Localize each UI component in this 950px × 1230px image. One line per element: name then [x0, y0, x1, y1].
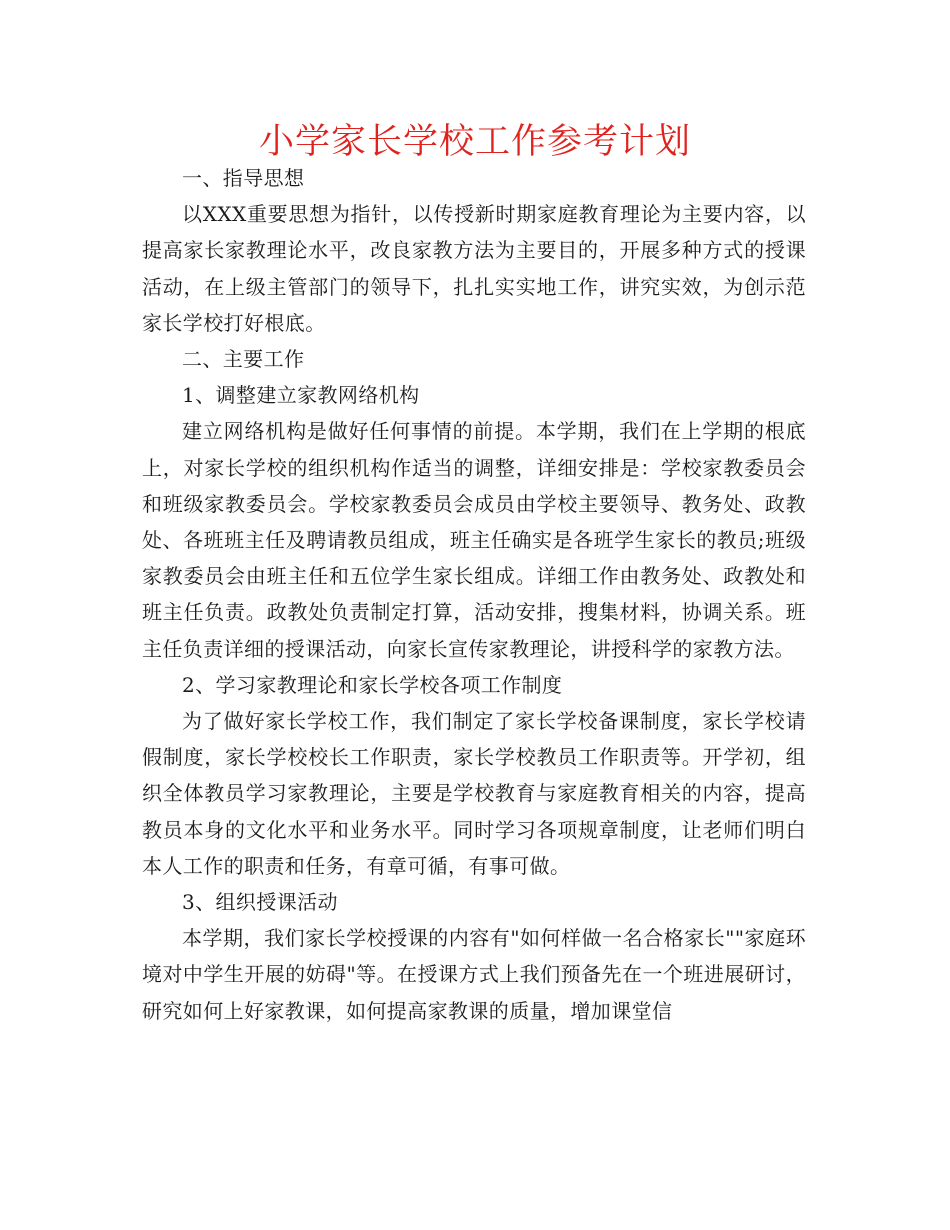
document-body — [142, 160, 806, 1029]
paragraph-study-theory: 为了做好家长学校工作，我们制定了家长学校备课制度，家长学校请假制度，家长学校校长工作职责，家长学校教员工作职责等。开学初，组织全体教员学习家教理论，主要是学校教育与家庭教育相关的内容，提高教员本身的文化水平和业务水平。同时学习各项规章制度，让老师们明白本人工作的职责和任务，有章可循，有事可做。 — [142, 709, 806, 878]
paragraph-network: 建立网络机构是做好任何事情的前提。本学期，我们在上学期的根底上，对家长学校的组织机构作适当的调整，详细安排是：学校家教委员会和班级家教委员会。学校家教委员会成员由学校主要领导、教务处、政教处、各班班主任及聘请教员组成，班主任确实是各班学生家长的教员;班级家教委员会由班主任和五位学生家长组成。详细工作由教务处、政教处和班主任负责。政教处负责制定打算，活动安排，搜集材料，协调关系。班主任负责详细的授课活动，向家长宣传家教理论，讲授科学的家教方法。 — [142, 419, 806, 661]
heading-main-work: 二、主要工作 — [182, 347, 305, 372]
paragraph-guiding-ideology: 以XXX重要思想为指针，以传授新时期家庭教育理论为主要内容，以提高家长家教理论水平，改良家教方法为主要目的，开展多种方式的授课活动，在上级主管部门的领导下，扎扎实实地工作，讲究实效，为创示范家长学校打好根底。 — [142, 202, 806, 335]
paragraph-teaching-activities: 本学期，我们家长学校授课的内容有"如何样做一名合格家长""家庭环境对中学生开展的妨碍"等。在授课方式上我们预备先在一个班进展研讨，研究如何上好家教课，如何提高家教课的质量，增加课堂信 — [142, 926, 806, 1023]
subheading-teaching-activities: 3、组织授课活动 — [182, 890, 338, 915]
subheading-network: 1、调整建立家教网络机构 — [182, 383, 420, 408]
subheading-study-theory: 2、学习家教理论和家长学校各项工作制度 — [182, 672, 563, 697]
document-title: 小学家长学校工作参考计划 — [258, 122, 691, 162]
heading-guiding-ideology: 一、指导思想 — [182, 166, 305, 190]
